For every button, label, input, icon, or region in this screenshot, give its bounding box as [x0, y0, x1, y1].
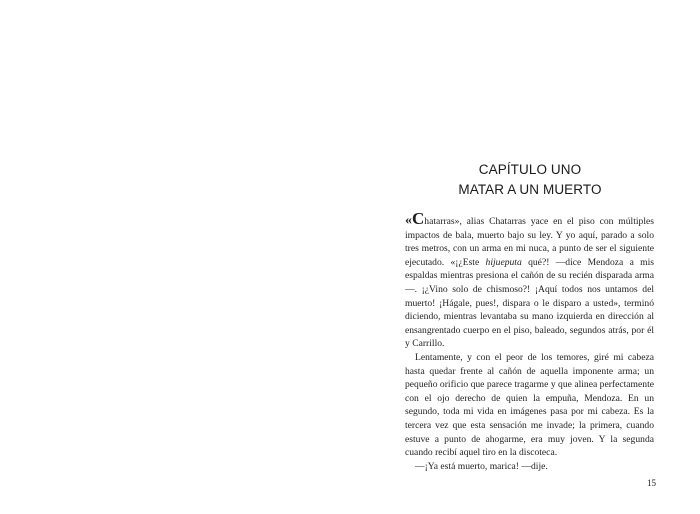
paragraph-3-dialogue: —¡Ya está muerto, marica! —dije.: [415, 460, 548, 472]
chapter-number-title: CAPÍTULO UNO: [478, 162, 582, 177]
paragraph-2: Lentamente, y con el peor de los temores, giré mi cabeza hasta quedar frente al cañón de aquella imponente arma; un pequeño orificio que parece tragarme y que alinea perfectamente con el ojo derecho de quien la empuña, Mendoza. En un segundo, toda mi vida en imágenes pasa por mi cabeza. Es la tercera vez que esta sensación me invade; la primera, cuando estuve a punto de ahogarme, era muy joven. Y la segunda cuando recibí aquel tiro en la discoteca.: [405, 351, 654, 459]
chapter-title: MATAR A UN MUERTO: [458, 182, 602, 197]
chapter-body: [405, 209, 654, 473]
paragraph-1-italic-word: hijueputa: [485, 256, 522, 268]
paragraph-1-text-b: qué?! —dice Mendoza a mis espaldas mientras presiona el cañón de su recién disparada arma—. ¡¿Vino solo de chismoso?! ¡Aquí todos nos untamos del muerto! ¡Hágale, pues!, dispara o le disparo a usted», terminó diciendo, mientras levantaba su mano izquierda en dirección al ensangrentado cuerpo en el piso, baleado, segundos atrás, por él y Carrillo.: [405, 256, 654, 350]
opening-quote-mark: «: [405, 213, 412, 228]
page-number: 15: [647, 478, 656, 488]
paragraph-1: [405, 209, 654, 351]
chapter-heading: [380, 160, 680, 200]
paragraph-1-text-a: hatarras», alias Chatarras yace en el piso con múltiples impactos de bala, muerto bajo su ley. Y yo aquí, parado a solo tres metros, con un arma en mi nuca, a punto de ser el siguiente ejecutado. «¡¿Este: [405, 216, 654, 268]
drop-cap-letter: C: [412, 209, 425, 228]
